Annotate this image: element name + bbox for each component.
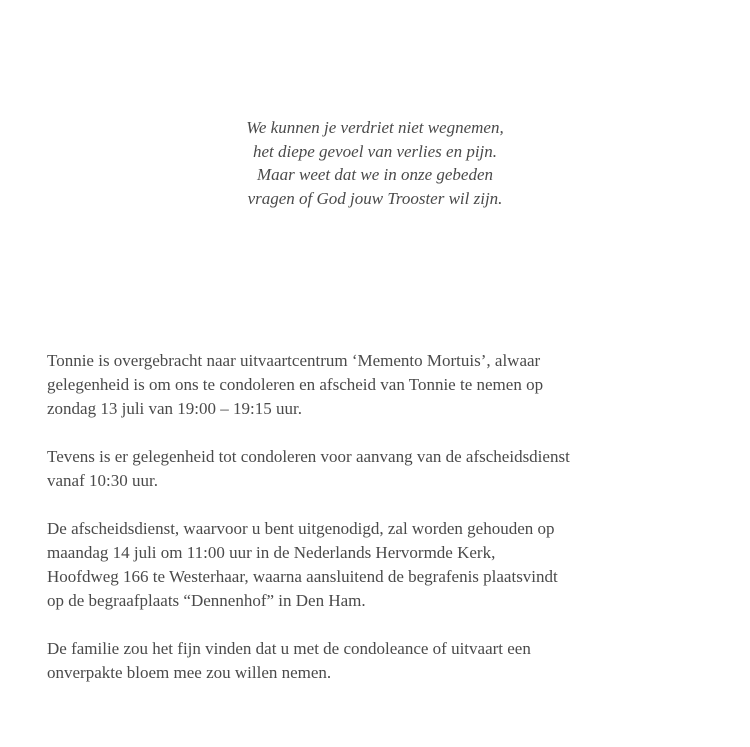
paragraph-condolence: [47, 445, 717, 493]
text-line: onverpakte bloem mee zou willen nemen.: [47, 663, 332, 682]
poem-line: Maar weet dat we in onze gebeden: [256, 165, 494, 184]
paragraph-flowers: [47, 637, 717, 685]
text-line: Tevens is er gelegenheid tot condoleren voor aanvang van de afscheidsdienst: [47, 447, 570, 466]
text-line: Tonnie is overgebracht naar uitvaartcentrum ‘Memento Mortuis’, alwaar: [47, 351, 541, 370]
text-line: gelegenheid is om ons te condoleren en afscheid van Tonnie te nemen op: [47, 375, 544, 394]
text-line: Hoofdweg 166 te Westerhaar, waarna aansluitend de begrafenis plaatsvindt: [47, 567, 558, 586]
text-line: De afscheidsdienst, waarvoor u bent uitgenodigd, zal worden gehouden op: [47, 519, 555, 538]
text-line: maandag 14 juli om 11:00 uur in de Nederlands Hervormde Kerk,: [47, 543, 496, 562]
poem-line: We kunnen je verdriet niet wegnemen,: [246, 118, 504, 137]
poem-line: vragen of God jouw Trooster wil zijn.: [247, 188, 503, 208]
text-line: zondag 13 juli van 19:00 – 19:15 uur.: [47, 399, 302, 418]
text-line: De familie zou het fijn vinden dat u met de condoleance of uitvaart een: [47, 639, 531, 658]
announcement-text: [47, 349, 717, 709]
poem-line: het diepe gevoel van verlies en pijn.: [252, 141, 498, 161]
paragraph-service: [47, 517, 717, 613]
text-line: op de begraafplaats “Dennenhof” in Den Ham.: [47, 591, 366, 610]
poem-verse: [0, 116, 750, 210]
text-line: vanaf 10:30 uur.: [47, 471, 158, 490]
paragraph-viewing: [47, 349, 717, 421]
